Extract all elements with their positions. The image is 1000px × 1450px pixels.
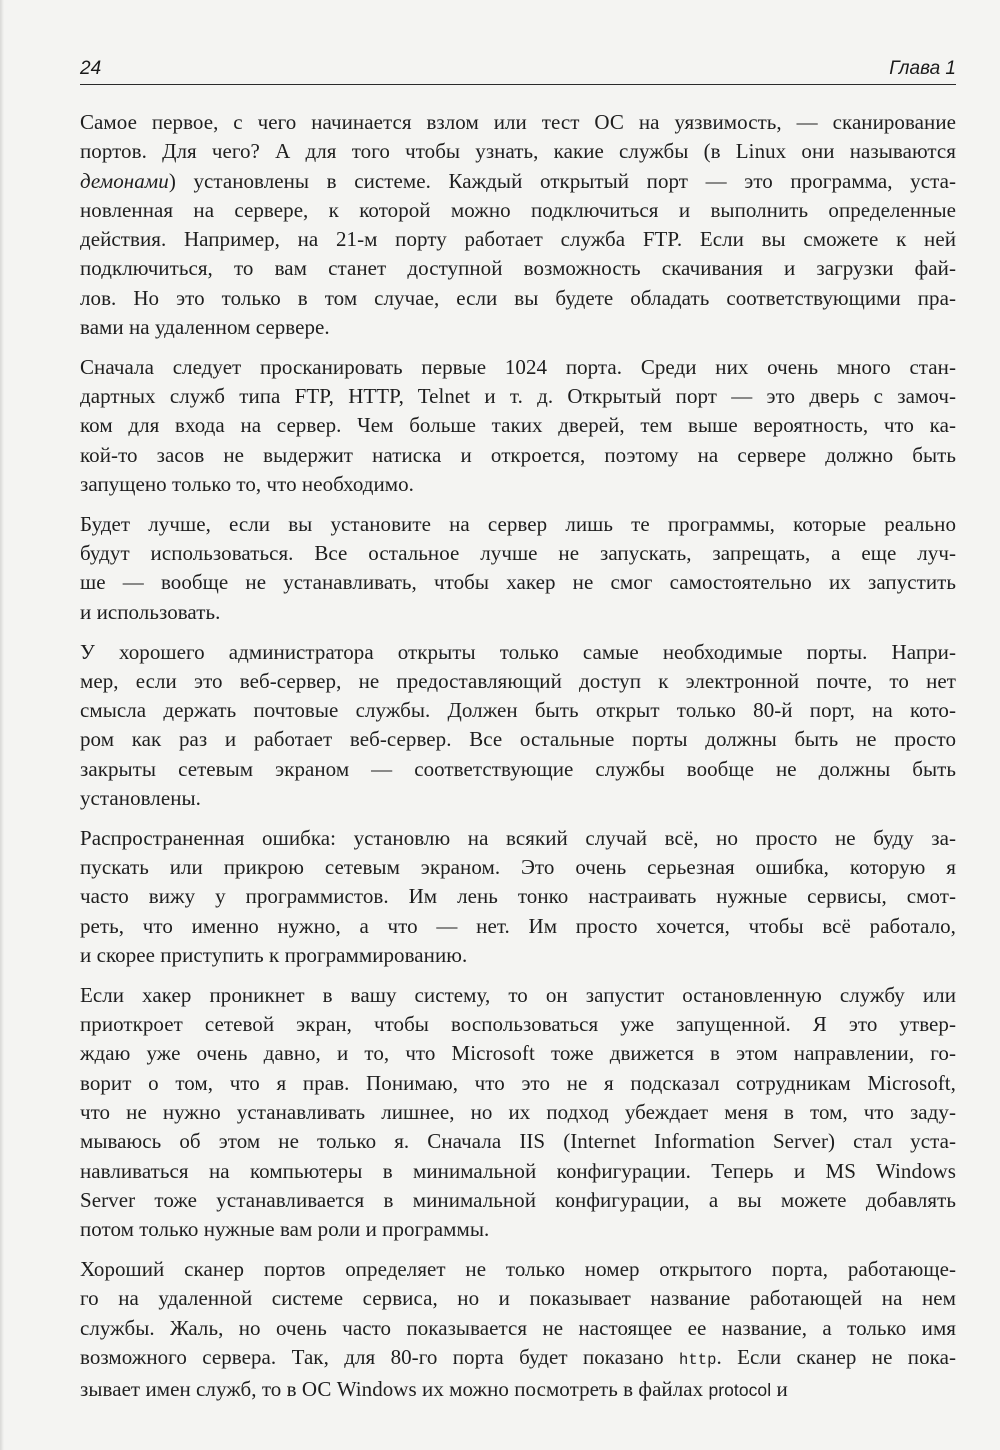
page-spine-shadow xyxy=(0,0,4,1450)
text-line: установлены. xyxy=(80,786,201,811)
text-line: что не нужно устанавливать лишнее, но их подход убеждает меня в том, что заду- xyxy=(80,1100,956,1124)
text-line: ром как раз и работает веб-сервер. Все остальные порты должны быть не просто xyxy=(80,727,956,752)
paragraph xyxy=(80,353,956,499)
text-line: вами на удаленном сервере. xyxy=(80,315,330,340)
text-line: зывает имен служб, то в ОС Windows их можно посмотреть в файлах protocol и xyxy=(80,1377,788,1402)
page-number: 24 xyxy=(80,58,102,79)
text-line: Если хакер проникнет в вашу систему, то он запустит остановленную службу или xyxy=(80,982,956,1007)
text-line: и использовать. xyxy=(80,599,221,624)
text-line: будут использоваться. Все остальное лучше не запускать, запрещать, а еще луч- xyxy=(80,541,956,566)
running-header xyxy=(80,58,956,86)
text-line: мер, если это веб-сервер, не предоставляющий доступ к электронной почте, то нет xyxy=(80,668,956,693)
text-line: Server тоже устанавливается в минимальной конфигурации, а вы можете добавлять xyxy=(80,1187,956,1212)
text-line: пускать или прикрою сетевым экраном. Это очень серьезная ошибка, которую я xyxy=(80,855,956,880)
inline-code: http xyxy=(679,1350,717,1369)
paragraph xyxy=(80,1255,956,1405)
filename-term: protocol xyxy=(708,1380,772,1401)
text-line: лов. Но это только в том случае, если вы будете обладать соответствующими пра- xyxy=(80,285,956,310)
text-line: Распространенная ошибка: установлю на всякий случай всё, но просто не буду за- xyxy=(80,825,956,850)
text-line: возможного сервера. Так, для 80-го порта будет показано http. Если сканер не пока- xyxy=(80,1344,956,1369)
text-line: мываюсь об этом не только я. Сначала IIS (Internet Information Server) стал уста- xyxy=(80,1129,956,1154)
text-line: и скорее приступить к программированию. xyxy=(80,943,468,968)
text-line: демонами) установлены в системе. Каждый открытый порт — это программа, уста- xyxy=(80,168,956,193)
text-line: ждаю уже очень давно, и то, что Microsoft тоже движется в этом направлении, го- xyxy=(80,1041,956,1066)
text-line: ворит о том, что я прав. Понимаю, что это не я подсказал сотрудникам Microsoft, xyxy=(80,1070,956,1095)
chapter-title: Глава 1 xyxy=(889,58,956,79)
text-line: навливаться на компьютеры в минимальной конфигурации. Теперь и MS Windows xyxy=(80,1158,956,1183)
text-line: реть, что именно нужно, а что — нет. Им просто хочется, чтобы всё работало, xyxy=(80,913,956,938)
paragraph xyxy=(80,824,956,970)
text-line: Самое первое, с чего начинается взлом или тест ОС на уязвимость, — сканирование xyxy=(80,110,956,134)
text-line: У хорошего администратора открыты только самые необходимые порты. Напри- xyxy=(80,639,956,664)
text-line: действия. Например, на 21-м порту работает служба FTP. Если вы сможете к ней xyxy=(80,227,956,252)
text-line: приоткроет сетевой экран, чтобы воспользоваться уже запущенной. Я это утвер- xyxy=(80,1012,956,1037)
text-line: потом только нужные вам роли и программы. xyxy=(80,1217,490,1242)
text-line: закрыты сетевым экраном — соответствующие службы вообще не должны быть xyxy=(80,756,956,781)
body-text xyxy=(80,108,956,1416)
text-line: портов. Для чего? А для того чтобы узнать, какие службы (в Linux они называются xyxy=(80,139,956,164)
text-line: Сначала следует просканировать первые 1024 порта. Среди них очень много стан- xyxy=(80,354,956,379)
text-line: смысла держать почтовые службы. Должен быть открыт только 80-й порт, на кото- xyxy=(80,698,956,723)
text-line: Будет лучше, если вы установите на сервер лишь те программы, которые реально xyxy=(80,511,956,536)
header-rule xyxy=(80,84,956,85)
text-line: службы. Жаль, но очень часто показывается не настоящее ее название, а только имя xyxy=(80,1315,956,1340)
text-line: Хороший сканер портов определяет не только номер открытого порта, работающе- xyxy=(80,1256,956,1281)
italic-term: демонами xyxy=(80,168,169,193)
paragraph xyxy=(80,981,956,1245)
text-line: дартных служб типа FTP, HTTP, Telnet и т. д. Открытый порт — это дверь с замоч- xyxy=(80,384,956,409)
paragraph xyxy=(80,510,956,627)
text-line: го на удаленной системе сервиса, но и показывает название работающей на нем xyxy=(80,1286,956,1311)
paragraph xyxy=(80,638,956,814)
paragraph xyxy=(80,108,956,342)
text-line: ком для входа на сервер. Чем больше таких дверей, тем выше вероятность, что ка- xyxy=(80,413,956,438)
text-line: часто вижу у программистов. Им лень тонко настраивать нужные сервисы, смот- xyxy=(80,884,956,909)
text-line: ше — вообще не устанавливать, чтобы хакер не смог самостоятельно их запустить xyxy=(80,570,956,595)
text-line: запущено только то, что необходимо. xyxy=(80,472,414,497)
text-line: кой-то засов не выдержит натиска и откроется, поэтому на сервере должно быть xyxy=(80,442,956,467)
text-line: новленная на сервере, к которой можно подключиться и выполнить определенные xyxy=(80,197,956,222)
text-line: подключиться, то вам станет доступной возможность скачивания и загрузки фай- xyxy=(80,256,956,281)
